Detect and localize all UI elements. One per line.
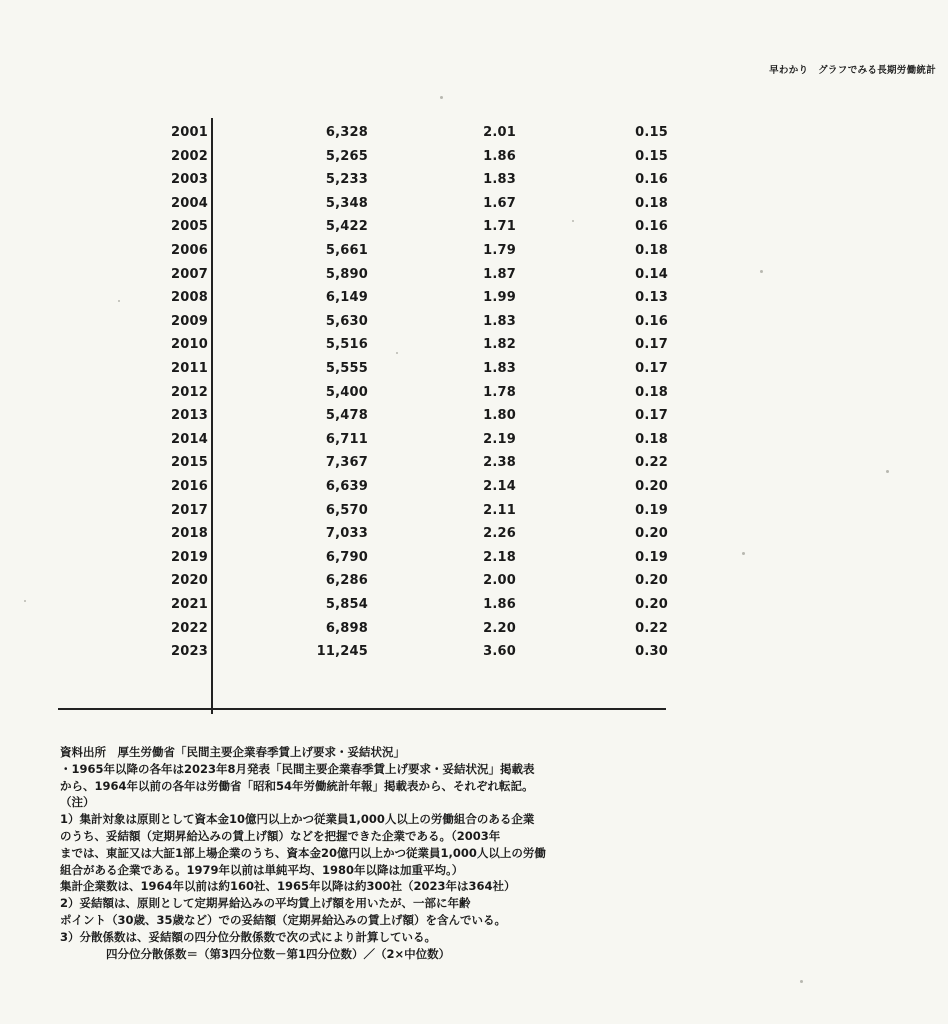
- value-cell: 0.16: [635, 313, 668, 329]
- table-row: [0, 546, 948, 569]
- year-cell: 2023: [171, 644, 208, 660]
- table-row: [0, 428, 948, 451]
- year-cell: 2010: [171, 337, 208, 353]
- year-cell: 2015: [171, 455, 208, 471]
- table-row: [0, 121, 948, 144]
- value-cell: 1.67: [483, 195, 516, 211]
- year-cell: 2007: [171, 266, 208, 282]
- year-cell: 2003: [171, 172, 208, 188]
- value-cell: 2.00: [483, 573, 516, 589]
- table-row: [0, 239, 948, 262]
- table-row: [0, 145, 948, 168]
- value-cell: 0.16: [635, 219, 668, 235]
- value-cell: 6,790: [325, 549, 368, 565]
- value-cell: 1.99: [483, 290, 516, 306]
- page-header: 早わかり グラフでみる長期労働統計: [769, 65, 936, 76]
- year-cell: 2002: [171, 148, 208, 164]
- value-cell: 2.38: [483, 455, 516, 471]
- value-cell: 6,570: [325, 502, 368, 518]
- value-cell: 0.18: [635, 431, 668, 447]
- value-cell: 0.22: [635, 455, 668, 471]
- year-cell: 2011: [171, 361, 208, 376]
- value-cell: 2.11: [483, 502, 516, 518]
- notes-line: 組合がある企業である。1979年以前は単純平均、1980年以降は加重平均。）: [60, 862, 464, 877]
- notes-line: （注）: [60, 795, 95, 810]
- value-cell: 5,233: [325, 172, 368, 188]
- table-row: [0, 333, 948, 356]
- notes-line: から、1964年以前の各年は労働省「昭和54年労働統計年報」掲載表から、それぞれ転記。: [60, 778, 534, 793]
- year-cell: 2009: [171, 313, 208, 329]
- value-cell: 5,400: [325, 384, 368, 400]
- value-cell: 5,478: [325, 408, 368, 424]
- value-cell: 11,245: [316, 644, 368, 660]
- value-cell: 2.18: [483, 549, 516, 565]
- year-cell: 2016: [171, 479, 208, 494]
- value-cell: 2.14: [483, 479, 516, 494]
- year-cell: 2005: [171, 219, 208, 235]
- year-cell: 2008: [171, 290, 208, 306]
- table-row: [0, 404, 948, 427]
- value-cell: 1.80: [483, 408, 516, 424]
- year-cell: 2004: [171, 195, 208, 211]
- value-cell: 6,328: [325, 125, 368, 140]
- value-cell: 0.16: [635, 172, 668, 188]
- value-cell: 7,033: [325, 526, 368, 542]
- table-bottom-rule: [58, 708, 666, 710]
- value-cell: 0.13: [635, 290, 668, 306]
- value-cell: 1.83: [483, 172, 516, 188]
- table-row: [0, 192, 948, 215]
- value-cell: 5,516: [325, 337, 368, 353]
- table-row: [0, 640, 948, 663]
- value-cell: 7,367: [325, 455, 368, 471]
- year-cell: 2022: [171, 620, 208, 636]
- value-cell: 1.71: [483, 219, 516, 235]
- table-row: [0, 168, 948, 191]
- value-cell: 0.20: [635, 597, 668, 612]
- table-row: [0, 310, 948, 333]
- value-cell: 0.17: [635, 408, 668, 424]
- table-row: [0, 263, 948, 286]
- year-cell: 2018: [171, 526, 208, 542]
- value-cell: 2.19: [483, 431, 516, 447]
- value-cell: 5,630: [325, 313, 368, 329]
- notes-block: [60, 744, 760, 962]
- value-cell: 0.30: [635, 644, 668, 660]
- year-cell: 2017: [171, 502, 208, 518]
- value-cell: 6,898: [325, 620, 368, 636]
- value-cell: 0.19: [635, 549, 668, 565]
- value-cell: 0.18: [635, 384, 668, 400]
- value-cell: 5,854: [325, 597, 368, 612]
- table-row: [0, 475, 948, 498]
- value-cell: 2.20: [483, 620, 516, 636]
- value-cell: 0.18: [635, 243, 668, 258]
- value-cell: 0.17: [635, 337, 668, 353]
- value-cell: 6,149: [325, 290, 368, 306]
- year-cell: 2020: [171, 573, 208, 589]
- notes-line: ポイント（30歳、35歳など）での妥結額（定期昇給込みの賃上げ額）を含んでいる。: [60, 912, 507, 927]
- notes-line: 2）妥結額は、原則として定期昇給込みの平均賃上げ額を用いたが、一部に年齢: [60, 896, 471, 911]
- value-cell: 2.01: [483, 125, 516, 140]
- table-row: [0, 357, 948, 380]
- year-cell: 2021: [171, 597, 208, 612]
- value-cell: 1.82: [483, 337, 516, 353]
- value-cell: 0.14: [635, 266, 668, 282]
- table-row: [0, 451, 948, 474]
- notes-line: のうち、妥結額（定期昇給込みの賃上げ額）などを把握できた企業である。（2003年: [60, 828, 501, 843]
- notes-line: 3）分散係数は、妥結額の四分位分散係数で次の式により計算している。: [60, 929, 436, 944]
- year-cell: 2019: [171, 549, 208, 565]
- value-cell: 5,422: [325, 219, 368, 235]
- value-cell: 0.19: [635, 502, 668, 518]
- table-row: [0, 381, 948, 404]
- value-cell: 1.83: [483, 313, 516, 329]
- value-cell: 2.26: [483, 526, 516, 542]
- value-cell: 1.87: [483, 266, 516, 282]
- table-row: [0, 286, 948, 309]
- value-cell: 0.17: [635, 361, 668, 376]
- value-cell: 1.86: [483, 148, 516, 164]
- value-cell: 6,286: [325, 573, 368, 589]
- table-row: [0, 215, 948, 238]
- value-cell: 1.83: [483, 361, 516, 376]
- table-row: [0, 499, 948, 522]
- value-cell: 5,348: [325, 195, 368, 211]
- year-cell: 2013: [171, 408, 208, 424]
- value-cell: 0.18: [635, 195, 668, 211]
- value-cell: 0.20: [635, 573, 668, 589]
- value-cell: 1.79: [483, 243, 516, 258]
- year-cell: 2014: [171, 431, 208, 447]
- value-cell: 5,661: [325, 243, 368, 258]
- value-cell: 6,639: [325, 479, 368, 494]
- value-cell: 0.22: [635, 620, 668, 636]
- value-cell: 5,265: [325, 148, 368, 164]
- table-row: [0, 569, 948, 592]
- notes-source: 資料出所 厚生労働省「民間主要企業春季賃上げ要求・妥結状況」: [60, 745, 405, 759]
- notes-line: までは、東証又は大証1部上場企業のうち、資本金20億円以上かつ従業員1,000人以上の労働: [60, 845, 546, 860]
- value-cell: 0.20: [635, 526, 668, 542]
- notes-line: 集計企業数は、1964年以前は約160社、1965年以降は約300社（2023年は364社）: [60, 879, 516, 894]
- year-cell: 2006: [171, 243, 208, 258]
- notes-line: ・1965年以降の各年は2023年8月発表「民間主要企業春季賃上げ要求・妥結状況」掲載表: [60, 761, 535, 776]
- value-cell: 0.15: [635, 148, 668, 164]
- table-row: [0, 522, 948, 545]
- value-cell: 6,711: [325, 431, 368, 447]
- year-cell: 2012: [171, 384, 208, 400]
- value-cell: 5,555: [325, 361, 368, 376]
- notes-formula: 四分位分散係数＝（第3四分位数－第1四分位数）／（2×中位数）: [106, 946, 451, 961]
- value-cell: 1.78: [483, 384, 516, 400]
- value-cell: 0.15: [635, 125, 668, 140]
- value-cell: 1.86: [483, 597, 516, 612]
- value-cell: 3.60: [483, 644, 516, 660]
- value-cell: 5,890: [325, 266, 368, 282]
- scan-speck: [800, 980, 803, 983]
- notes-line: 1）集計対象は原則として資本金10億円以上かつ従業員1,000人以上の労働組合のある企業: [60, 812, 535, 827]
- table-row: [0, 617, 948, 640]
- year-cell: 2001: [171, 125, 208, 140]
- table-row: [0, 593, 948, 616]
- value-cell: 0.20: [635, 479, 668, 494]
